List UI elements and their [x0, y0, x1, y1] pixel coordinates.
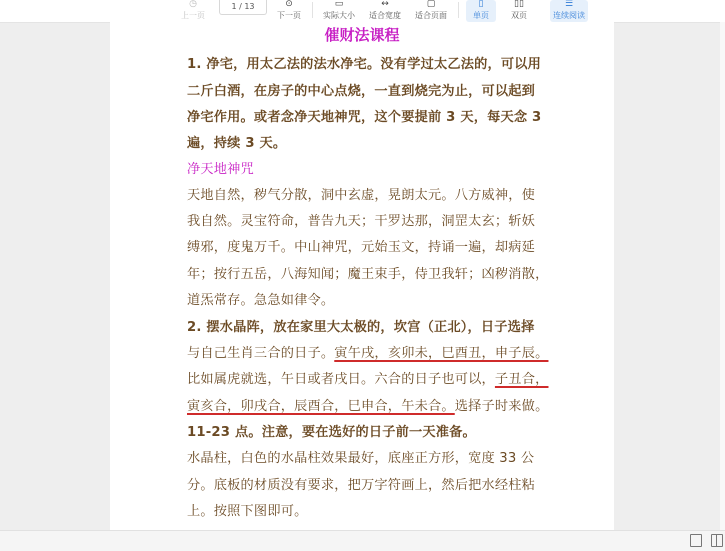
fit-width-button[interactable]: ↔ 适合宽度	[366, 0, 404, 22]
single-page-view-icon[interactable]	[690, 534, 702, 547]
prev-page-button[interactable]: ◷ 上一页	[176, 0, 210, 22]
underlined-text: 寅亥合，卯戌合，辰酉合，巳申合，午未合。	[187, 399, 455, 414]
paragraph-line: 二斤白酒，在房子的中心点烧，一直到烧完为止，可以起到	[187, 84, 536, 99]
double-page-button[interactable]: ▯▯ 双页	[504, 0, 534, 22]
double-page-icon: ▯▯	[514, 0, 524, 9]
document-title: 催财法课程	[324, 26, 400, 44]
paragraph-line: 遍，持续 3 天。	[187, 136, 287, 151]
fit-page-button[interactable]: ▢ 适合页面	[412, 0, 450, 22]
fit-page-icon: ▢	[426, 0, 436, 9]
paragraph-line: 净宅作用。或者念净天地神咒，这个要提前 3 天，每天念 3	[187, 110, 542, 125]
underlined-text: 子丑合，	[494, 372, 549, 387]
next-page-button[interactable]: ⊙ 下一页	[272, 0, 306, 22]
paragraph-line: 缚邪，度鬼万千。中山神咒，元始玉文，持诵一遍，却病延	[187, 240, 536, 255]
section-heading: 净天地神咒	[187, 162, 254, 177]
paragraph-line: 水晶柱，白色的水晶柱效果最好，底座正方形，宽度 33 公	[187, 451, 535, 466]
underlined-text: 寅午戌，亥卯未，巳酉丑，申子辰。	[334, 346, 549, 361]
status-bar	[0, 530, 725, 551]
paragraph-line: 分。底板的材质没有要求，把万字符画上，然后把水经柱粘	[187, 478, 536, 493]
double-page-view-icon[interactable]	[711, 534, 723, 547]
paragraph-line: 我自然。灵宝符命，普告九天；干罗达那，洞罡太玄；斩妖	[187, 214, 536, 229]
paragraph-line: 11-23 点。注意，要在选好的日子前一天准备。	[187, 425, 476, 440]
fit-width-icon: ↔	[381, 0, 389, 9]
single-page-icon: ▯	[478, 0, 484, 9]
paragraph-line: 与自己生肖三合的日子。寅午戌，亥卯未，巳酉丑，申子辰。	[187, 346, 549, 361]
document-page	[110, 22, 614, 530]
toolbar-divider	[458, 2, 459, 18]
page-indicator[interactable]: 1 / 13	[219, 0, 267, 15]
continuous-reading-button[interactable]: ☰ 连续阅读	[550, 0, 588, 22]
actual-size-icon: ▭	[334, 0, 344, 9]
paragraph-line: 道炁常存。急急如律令。	[187, 293, 335, 308]
paragraph-line: 上。按照下图即可。	[187, 504, 308, 519]
toolbar	[0, 0, 725, 23]
actual-size-button[interactable]: ▭ 实际大小	[320, 0, 358, 22]
scroll-track[interactable]	[720, 22, 725, 530]
arrow-down-circle-icon: ⊙	[285, 0, 293, 9]
continuous-scroll-icon: ☰	[564, 0, 574, 9]
paragraph-line: 天地自然，秽气分散，洞中玄虚，晃朗太元。八方威神，使	[187, 188, 536, 203]
toolbar-divider	[312, 2, 313, 18]
paragraph-line: 年；按行五岳，八海知闻；魔王束手，侍卫我轩；凶秽消散，	[187, 267, 549, 282]
clock-up-icon: ◷	[189, 0, 197, 9]
paragraph-line: 1. 净宅，用太乙法的法水净宅。没有学过太乙法的，可以用	[187, 57, 542, 72]
paragraph-line: 比如属虎就选，午日或者戌日。六合的日子也可以，子丑合，	[187, 372, 549, 387]
paragraph-line: 寅亥合，卯戌合，辰酉合，巳申合，午未合。选择子时来做。	[187, 399, 549, 414]
single-page-button[interactable]: ▯ 单页	[466, 0, 496, 22]
paragraph-line: 2. 摆水晶阵，放在家里大太极的，坎宫（正北），日子选择	[187, 320, 535, 335]
